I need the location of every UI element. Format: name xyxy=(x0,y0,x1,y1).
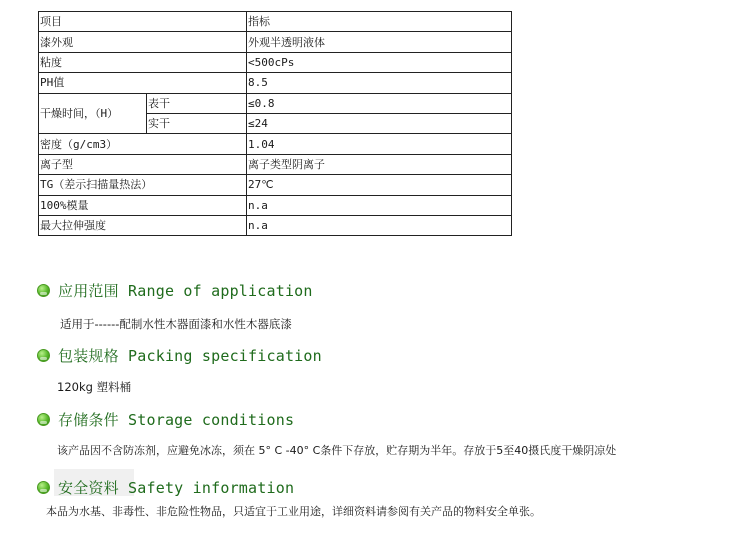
section-safety-title: 安全资料 Safety information xyxy=(58,478,295,497)
table-row xyxy=(39,154,512,174)
table-row xyxy=(39,134,512,154)
section-packing-title: 包装规格 Packing specification xyxy=(58,346,322,365)
row-value-modulus: n.a xyxy=(247,195,512,215)
table-row xyxy=(39,215,512,235)
section-application-title: 应用范围 Range of application xyxy=(58,281,313,300)
section-storage-text: 该产品因不含防冻剂，应避免冰冻，须在 5° C -40° C条件下存放，贮存期为半年。存放于5至40摄氏度干燥阴凉处 xyxy=(57,444,617,457)
row-label-appearance: 漆外观 xyxy=(39,32,247,52)
section-storage-title: 存储条件 Storage conditions xyxy=(58,410,295,429)
section-application-heading xyxy=(37,279,313,301)
row-label-density: 密度（g/cm3） xyxy=(39,134,247,154)
row-value-hard-dry: ≤24 xyxy=(247,113,512,133)
table-row xyxy=(39,73,512,93)
row-label-drying: 干燥时间，（H） xyxy=(39,93,147,134)
section-storage-heading xyxy=(37,408,294,430)
table-row-header xyxy=(39,12,512,32)
row-value-ph: 8.5 xyxy=(247,73,512,93)
row-value-density: 1.04 xyxy=(247,134,512,154)
green-bullet-icon xyxy=(37,481,50,494)
table-row xyxy=(39,175,512,195)
spec-table xyxy=(38,11,512,236)
table-row xyxy=(39,32,512,52)
section-safety-heading xyxy=(37,476,294,498)
row-sublabel-hard-dry: 实干 xyxy=(147,113,247,133)
row-value-surface-dry: ≤0.8 xyxy=(247,93,512,113)
row-label-tensile: 最大拉伸强度 xyxy=(39,215,247,235)
section-safety-text: 本品为水基、非毒性、非危险性物品，只适宜于工业用途，详细资料请参阅有关产品的物料安全单张。 xyxy=(46,505,541,518)
row-label-viscosity: 粘度 xyxy=(39,52,247,72)
row-label-ionic: 离子型 xyxy=(39,154,247,174)
row-value-appearance: 外观半透明液体 xyxy=(247,32,512,52)
green-bullet-icon xyxy=(37,413,50,426)
row-label-modulus: 100%模量 xyxy=(39,195,247,215)
row-label-ph: PH值 xyxy=(39,73,247,93)
section-packing-text: 120kg 塑料桶 xyxy=(57,380,132,394)
row-label-tg: TG（差示扫描量热法） xyxy=(39,175,247,195)
row-value-tg: 27℃ xyxy=(247,175,512,195)
section-application-text: 适用于------配制水性木器面漆和水性木器底漆 xyxy=(60,317,292,331)
section-packing-heading xyxy=(37,344,322,366)
green-bullet-icon xyxy=(37,284,50,297)
row-value-ionic: 离子类型阴离子 xyxy=(247,154,512,174)
table-row xyxy=(39,52,512,72)
green-bullet-icon xyxy=(37,349,50,362)
table-header-item: 项目 xyxy=(39,12,247,32)
row-sublabel-surface-dry: 表干 xyxy=(147,93,247,113)
table-header-value: 指标 xyxy=(247,12,512,32)
table-row xyxy=(39,195,512,215)
row-value-tensile: n.a xyxy=(247,215,512,235)
row-value-viscosity: <500cPs xyxy=(247,52,512,72)
table-row xyxy=(39,93,512,113)
